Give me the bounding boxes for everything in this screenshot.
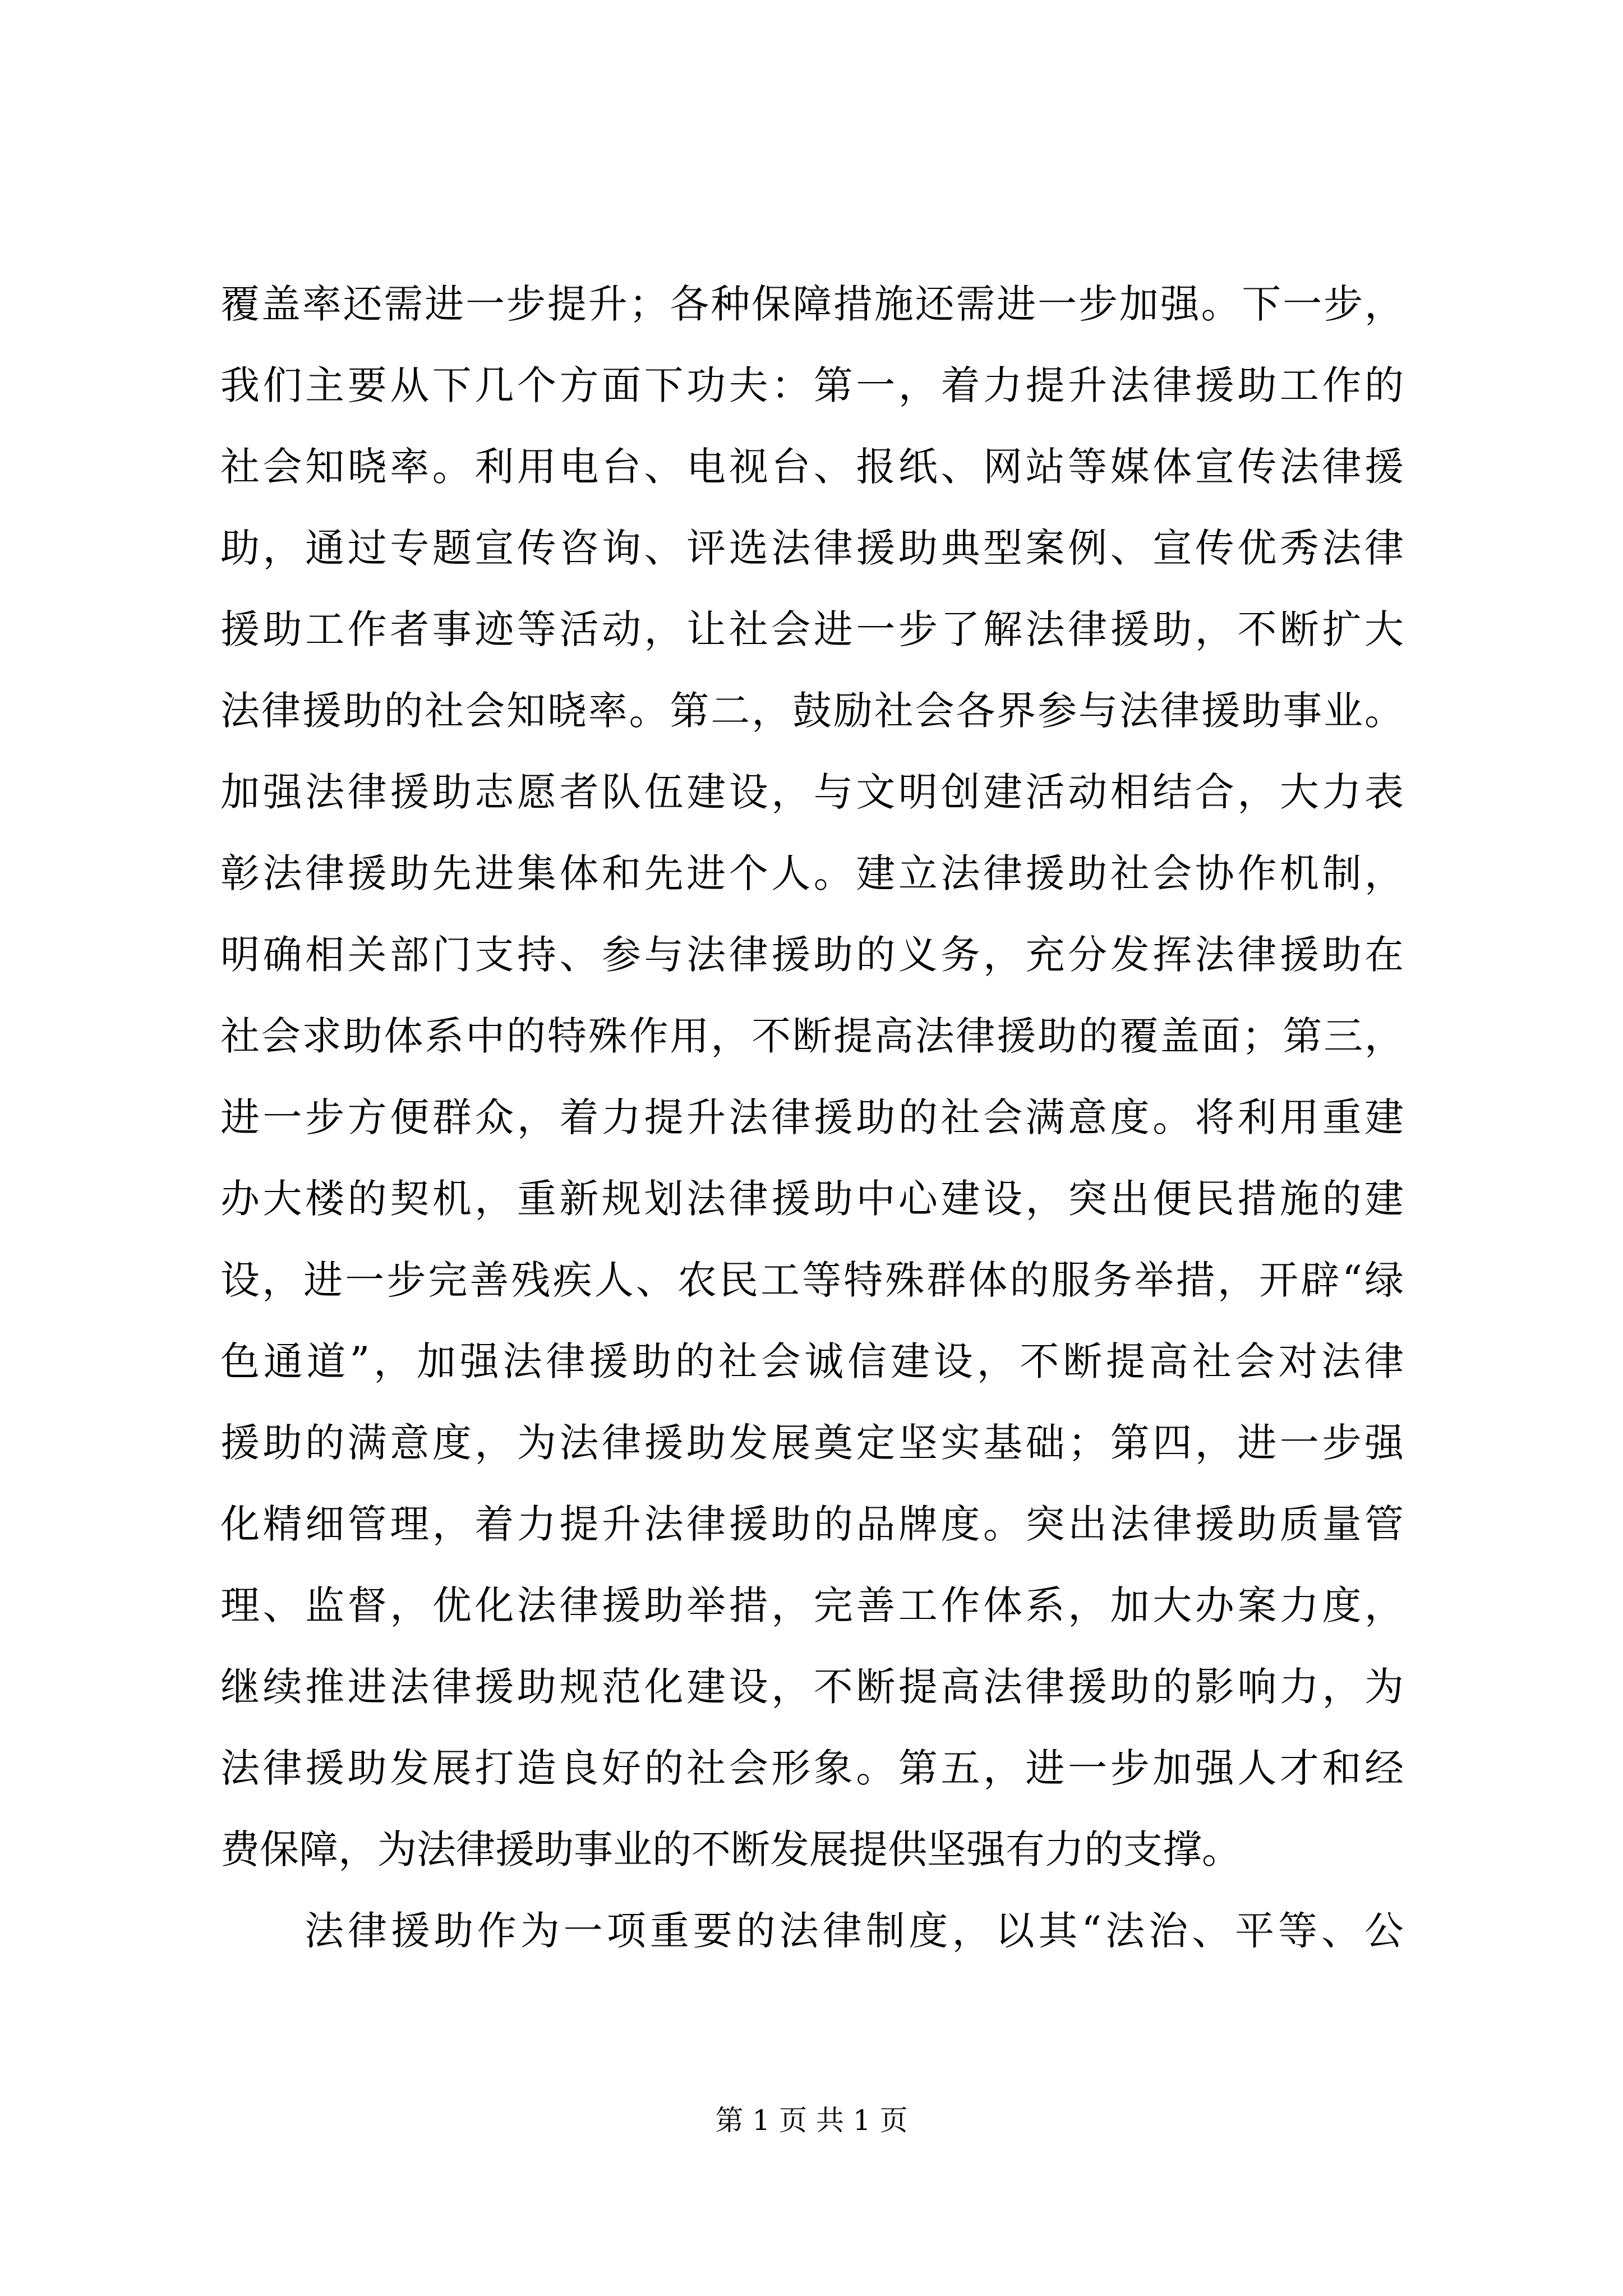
text-line: 明确相关部门支持、参与法律援助的义务，充分发挥法律援助在	[220, 932, 1404, 978]
text-line: 继续推进法律援助规范化建设，不断提高法律援助的影响力，为	[220, 1664, 1404, 1710]
text-line: 化精细管理，着力提升法律援助的品牌度。突出法律援助质量管	[220, 1501, 1404, 1547]
text-line: 我们主要从下几个方面下功夫：第一，着力提升法律援助工作的	[220, 362, 1404, 408]
text-line: 彰法律援助先进集体和先进个人。建立法律援助社会协作机制，	[220, 850, 1404, 896]
body-text	[220, 264, 1404, 1972]
text-line: 费保障，为法律援助事业的不断发展提供坚强有力的支撑。	[220, 1826, 1241, 1872]
text-line: 理、监督，优化法律援助举措，完善工作体系，加大办案力度，	[220, 1582, 1404, 1628]
text-line: 助，通过专题宣传咨询、评选法律援助典型案例、宣传优秀法律	[220, 525, 1404, 571]
text-line: 色通道”，加强法律援助的社会诚信建设，不断提高社会对法律	[220, 1338, 1404, 1384]
text-line: 法律援助的社会知晓率。第二，鼓励社会各界参与法律援助事业。	[220, 688, 1404, 734]
paragraph-start-line: 法律援助作为一项重要的法律制度，以其“法治、平等、公	[305, 1908, 1404, 1954]
text-line: 设，进一步完善残疾人、农民工等特殊群体的服务举措，开辟“绿	[220, 1257, 1404, 1303]
page-footer: 第 1 页 共 1 页	[715, 2104, 908, 2137]
text-line: 援助的满意度，为法律援助发展奠定坚实基础；第四，进一步强	[220, 1420, 1404, 1466]
text-line: 社会求助体系中的特殊作用，不断提高法律援助的覆盖面；第三，	[220, 1013, 1404, 1059]
text-line: 援助工作者事迹等活动，让社会进一步了解法律援助，不断扩大	[220, 606, 1404, 652]
text-line: 加强法律援助志愿者队伍建设，与文明创建活动相结合，大力表	[220, 769, 1404, 815]
text-line: 覆盖率还需进一步提升；各种保障措施还需进一步加强。下一步，	[220, 281, 1404, 327]
text-line: 办大楼的契机，重新规划法律援助中心建设，突出便民措施的建	[220, 1176, 1404, 1222]
text-line: 进一步方便群众，着力提升法律援助的社会满意度。将利用重建	[220, 1094, 1404, 1140]
text-line: 法律援助发展打造良好的社会形象。第五，进一步加强人才和经	[220, 1745, 1404, 1791]
text-line: 社会知晓率。利用电台、电视台、报纸、网站等媒体宣传法律援	[220, 444, 1404, 490]
